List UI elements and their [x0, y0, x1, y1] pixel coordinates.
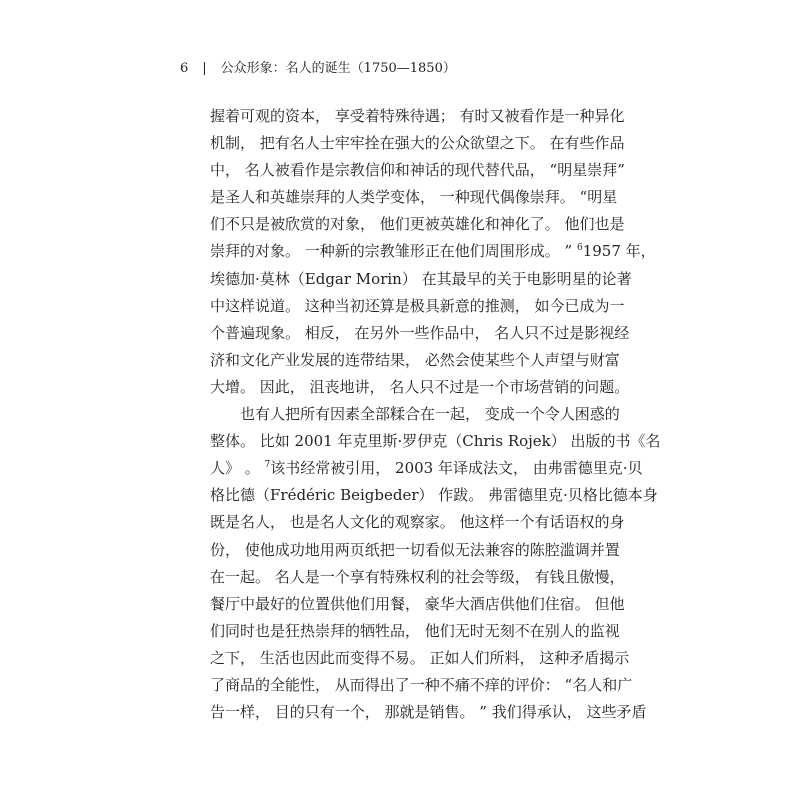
- text-run: 1957 年，: [582, 242, 656, 261]
- text-line: [210, 103, 625, 130]
- text-run: 该书经常被引用， 2003 年译成法文， 由弗雷德里克·贝: [270, 459, 643, 478]
- running-head-title: 公众形象：名人的诞生（1750—1850）: [220, 61, 456, 76]
- text-run: 济和文化产业发展的连带结果， 必然会使某些个人声望与财富: [210, 350, 620, 369]
- text-line: [210, 374, 630, 401]
- text-run: 既是名人， 也是名人文化的观察家。 他这样一个有话语权的身: [210, 513, 625, 532]
- text-line: [210, 347, 620, 374]
- text-line: [210, 157, 625, 184]
- text-line: [210, 293, 625, 320]
- text-line: [210, 537, 620, 564]
- text-run: 握着可观的资本， 享受着特殊待遇； 有时又被看作是一种异化: [210, 107, 625, 125]
- page-number: 6: [180, 61, 189, 76]
- running-head-separator: |: [202, 61, 207, 76]
- running-head: [180, 60, 456, 78]
- text-run: 们同时也是狂热崇拜的牺牲品， 他们无时无刻不在别人的监视: [210, 621, 620, 640]
- body-text: [210, 103, 661, 726]
- text-run: 中， 名人被看作是宗教信仰和神话的现代替代品， “明星崇拜”: [210, 161, 625, 180]
- text-run: 大增。 因此， 沮丧地讲， 名人只不过是一个市场营销的问题。: [210, 377, 630, 396]
- text-line: [210, 130, 625, 157]
- text-run: 整体。 比如 2001 年克里斯·罗伊克（Chris Rojek） 出版的书《名: [210, 432, 661, 451]
- text-line: [210, 401, 620, 428]
- text-run: 之下， 生活也因此而变得不易。 正如人们所料， 这种矛盾揭示: [210, 648, 630, 667]
- text-run: 格比德（Frédéric Beigbeder） 作跋。 弗雷德里克·贝格比德本身: [210, 486, 658, 505]
- text-run: 人》 。: [210, 459, 265, 478]
- text-run: 机制， 把有名人士牢牢拴在强大的公众欲望之下。 在有些作品: [210, 134, 625, 153]
- text-run: 们不只是被欣赏的对象， 他们更被英雄化和神化了。 他们也是: [210, 215, 625, 234]
- text-run: 个普遍现象。 相反， 在另外一些作品中， 名人只不过是影视经: [210, 323, 630, 342]
- text-run: 是圣人和英雄崇拜的人类学变体， 一种现代偶像崇拜。 “明星: [210, 188, 618, 207]
- text-line: [210, 455, 643, 482]
- text-run: 也有人把所有因素全部糅合在一起， 变成一个令人困惑的: [240, 405, 620, 424]
- text-line: [210, 320, 630, 347]
- text-run: 崇拜的对象。 一种新的宗教雏形正在他们周围形成。 ”: [210, 242, 577, 261]
- text-line: [210, 672, 633, 699]
- text-run: 告一样， 目的只有一个， 那就是销售。 ” 我们得承认， 这些矛盾: [210, 703, 647, 722]
- text-line: [210, 482, 658, 509]
- text-run: 份， 使他成功地用两页纸把一切看似无法兼容的陈腔滥调并置: [210, 540, 620, 559]
- text-line: [210, 645, 630, 672]
- text-run: 埃德加·莫林（Edgar Morin） 在其最早的关于电影明星的论著: [210, 269, 632, 288]
- footnote-marker: 6: [576, 243, 583, 254]
- text-line: [210, 238, 656, 265]
- text-line: [210, 428, 661, 455]
- text-line: [210, 618, 620, 645]
- text-line: [210, 699, 647, 726]
- text-run: 中这样说道。 这种当初还算是极具新意的推测， 如今已成为一: [210, 296, 625, 315]
- text-line: [210, 211, 625, 238]
- text-line: [210, 184, 618, 211]
- footnote-marker: 7: [264, 460, 271, 471]
- text-line: [210, 509, 625, 536]
- text-line: [210, 266, 632, 293]
- text-run: 在一起。 名人是一个享有特殊权利的社会等级， 有钱且傲慢，: [210, 567, 625, 586]
- text-line: [210, 564, 625, 591]
- text-run: 了商品的全能性， 从而得出了一种不痛不痒的评价： “名人和广: [210, 675, 633, 694]
- text-line: [210, 591, 625, 618]
- text-run: 餐厅中最好的位置供他们用餐， 豪华大酒店供他们住宿。 但他: [210, 594, 625, 613]
